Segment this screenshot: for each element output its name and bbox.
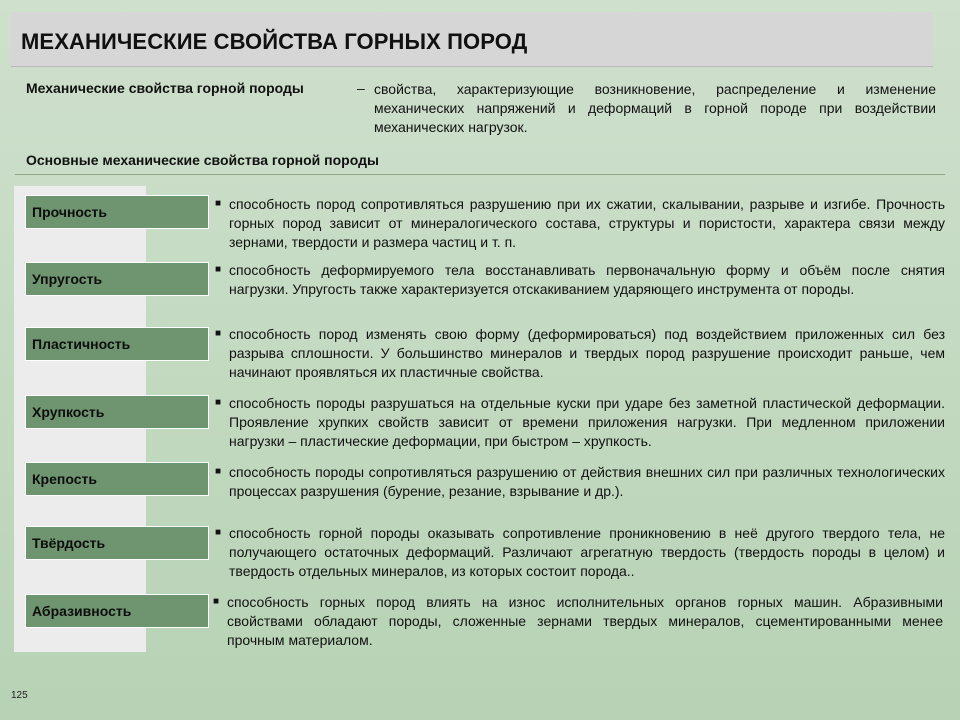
property-label-hardness-coefficient: Крепость [25, 462, 209, 496]
property-desc-hardness: способность горной породы оказывать сопротивление проникновению в неё другого твердого тела, не получающего остаточных деформаций. Различают агрегатную твердость (твердость породы в целом) и твердость отдельных минералов, из которых состоит порода.. [229, 525, 945, 579]
definition-term: Механические свойства горной породы [26, 80, 304, 96]
definition-dash: – [357, 80, 365, 96]
definition-text: свойства, характеризующие возникновение, распределение и изменение механических напряжений и деформаций в горной породе при воздействии механических нагрузок. [374, 81, 936, 135]
property-desc-brittleness: способность породы разрушаться на отдельные куски при ударе без заметной пластической деформации. Проявление хрупких свойств зависит от времени приложения нагрузки. При медленном приложении нагрузки – пластические деформации, при быстром – хрупкость. [229, 395, 945, 449]
property-label-hardness: Твёрдость [25, 526, 209, 560]
bullet-icon: ■ [215, 466, 222, 477]
bullet-icon: ■ [215, 264, 222, 275]
bullet-icon: ■ [215, 527, 222, 538]
property-label-strength: Прочность [25, 195, 209, 229]
property-label-plasticity: Пластичность [25, 327, 209, 361]
property-desc-elasticity: способность деформируемого тела восстанавливать первоначальную форму и объём после снятия нагрузки. Упругость также характеризуется отскакиванием ударяющего инструмента от породы. [229, 262, 945, 297]
page-number: 125 [11, 690, 28, 701]
slide-title: МЕХАНИЧЕСКИЕ СВОЙСТВА ГОРНЫХ ПОРОД [21, 29, 528, 54]
property-label-brittleness: Хрупкость [25, 395, 209, 429]
property-label-elasticity: Упругость [25, 262, 209, 296]
bullet-icon: ■ [213, 596, 220, 607]
property-desc-hardness-coefficient: способность породы сопротивляться разрушению от действия внешних сил при различных технологических процессах разрушения (бурение, резание, взрывание и др.). [229, 464, 945, 499]
bullet-icon: ■ [215, 397, 222, 408]
property-desc-abrasiveness: способность горных пород влиять на износ исполнительных органов горных машин. Абразивными свойствами обладают породы, сложенные зернами твердых минералов, сцементированными менее прочным материалом. [227, 594, 943, 648]
title-bar [11, 12, 933, 66]
property-label-abrasiveness: Абразивность [25, 594, 209, 628]
property-desc-plasticity: способность пород изменять свою форму (деформироваться) под воздействием приложенных сил без разрыва сплошности. У большинство минералов и твердых пород разрушение происходит раньше, чем начинают проявляться их пластичные свойства. [229, 326, 945, 380]
bullet-icon: ■ [215, 328, 222, 339]
bullet-icon: ■ [215, 198, 222, 209]
property-desc-strength: способность пород сопротивляться разрушению при их сжатии, скалывании, разрыве и изгибе. Прочность горных пород зависит от минералогического состава, структуры и пористости, характера связи между зернами, твердости и размера частиц и т. п. [229, 196, 945, 250]
section-divider [15, 174, 945, 175]
section-subtitle: Основные механические свойства горной породы [26, 152, 379, 168]
